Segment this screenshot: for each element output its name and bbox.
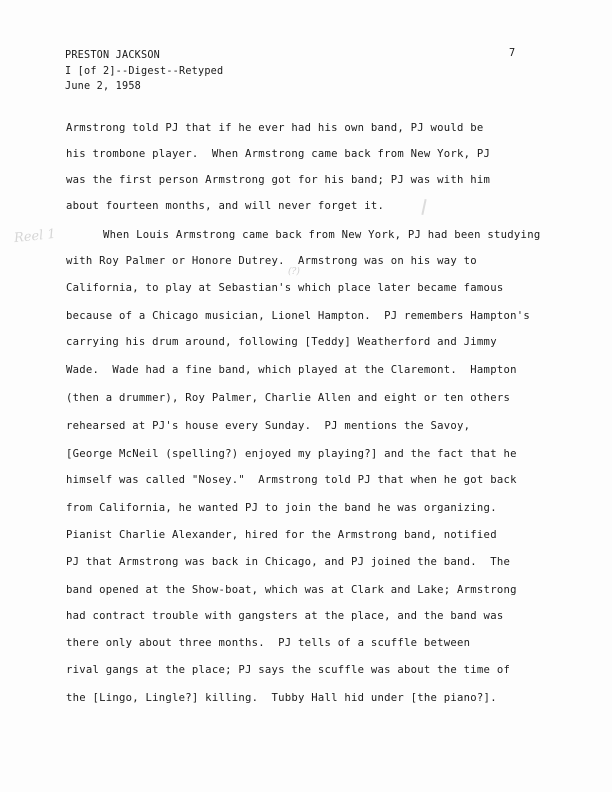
transcript-line: Armstrong told PJ that if he ever had his own band, PJ would be xyxy=(66,122,484,134)
transcript-line: Pianist Charlie Alexander, hired for the Armstrong band, notified xyxy=(66,529,497,541)
transcript-line: (then a drummer), Roy Palmer, Charlie Allen and eight or ten others xyxy=(66,392,511,404)
transcript-line: because of a Chicago musician, Lionel Hampton. PJ remembers Hampton's xyxy=(66,310,530,322)
transcript-line: rehearsed at PJ's house every Sunday. PJ mentions the Savoy, xyxy=(66,420,471,432)
interviewee-name: PRESTON JACKSON xyxy=(65,50,161,61)
transcript-line: rival gangs at the place; PJ says the scuffle was about the time of xyxy=(66,664,511,676)
transcript-line: band opened at the Show-boat, which was at Clark and Lake; Armstrong xyxy=(66,584,517,596)
paragraph-start-line: When Louis Armstrong came back from New York, PJ had been studying xyxy=(103,229,541,241)
handwritten-interline-note: (?) xyxy=(288,267,300,277)
transcript-line: had contract trouble with gangsters at the place, and the band was xyxy=(66,610,504,622)
transcript-line: from California, he wanted PJ to join the band he was organizing. xyxy=(66,502,497,514)
transcript-line: his trombone player. When Armstrong came back from New York, PJ xyxy=(66,148,491,160)
pencil-mark xyxy=(421,199,426,215)
transcript-line: about fourteen months, and will never forget it. xyxy=(66,200,385,212)
document-descriptor: I [of 2]--Digest--Retyped xyxy=(65,65,224,77)
transcript-line: there only about three months. PJ tells of a scuffle between xyxy=(66,637,471,649)
transcript-line: the [Lingo, Lingle?] killing. Tubby Hall hid under [the piano?]. xyxy=(66,692,497,704)
transcript-line: Wade. Wade had a fine band, which played at the Claremont. Hampton xyxy=(66,364,517,376)
transcript-line: PJ that Armstrong was back in Chicago, and PJ joined the band. The xyxy=(66,556,511,568)
interview-date: June 2, 1958 xyxy=(65,81,142,92)
transcript-line: himself was called "Nosey." Armstrong told PJ that when he got back xyxy=(66,474,517,486)
handwritten-margin-note: Reel 1 xyxy=(13,226,57,247)
page-number: 7 xyxy=(509,48,516,59)
transcript-line: [George McNeil (spelling?) enjoyed my playing?] and the fact that he xyxy=(66,448,517,460)
transcript-line: California, to play at Sebastian's which place later became famous xyxy=(66,282,504,294)
document-header xyxy=(65,48,223,95)
transcript-line: carrying his drum around, following [Teddy] Weatherford and Jimmy xyxy=(66,336,497,348)
transcript-line: with Roy Palmer or Honore Dutrey. Armstrong was on his way to xyxy=(66,255,477,267)
transcript-line: was the first person Armstrong got for his band; PJ was with him xyxy=(66,174,491,186)
